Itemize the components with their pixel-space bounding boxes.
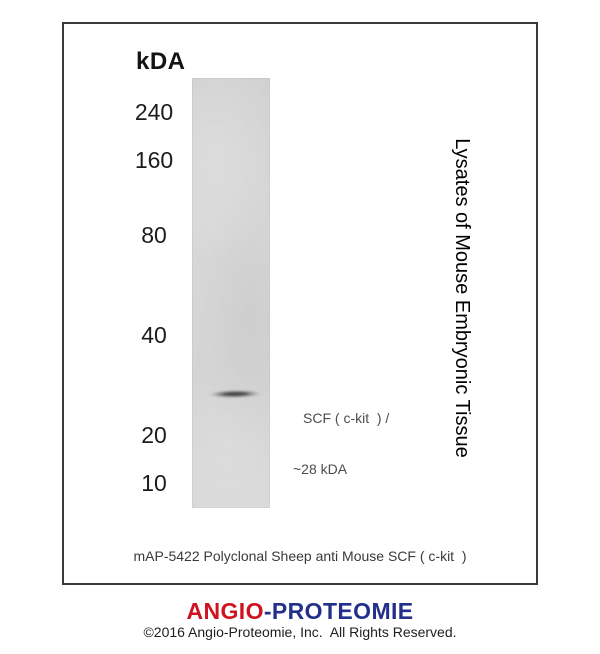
footer	[0, 598, 600, 641]
band-annotation-line2: ~28 kDA	[293, 461, 348, 477]
blot-figure-frame	[62, 22, 538, 585]
ladder-marker-20: 20	[141, 422, 167, 448]
ladder-marker-80: 80	[141, 222, 167, 248]
unit-label: kDA	[136, 48, 186, 75]
protein-band	[207, 390, 263, 399]
sample-label-vertical: Lysates of Mouse Embryonic Tissue	[451, 138, 473, 458]
figure-caption: mAP-5422 Polyclonal Sheep anti Mouse SCF ( c-kit )	[133, 548, 467, 564]
brand-text-proteomie: -PROTEOMIE	[263, 598, 414, 624]
ladder-marker-10: 10	[141, 470, 167, 496]
ladder-marker-240: 240	[134, 99, 174, 125]
gel-lane	[192, 78, 270, 508]
band-annotation-line1: SCF ( c-kit ) /	[303, 410, 390, 426]
brand-text-angio: ANGIO	[186, 598, 264, 624]
brand-logo-text	[0, 598, 600, 624]
ladder-marker-40: 40	[141, 322, 167, 348]
band-annotation	[293, 376, 389, 512]
copyright-line: ©2016 Angio-Proteomie, Inc. All Rights Reserved.	[143, 624, 457, 640]
ladder-marker-160: 160	[134, 147, 174, 173]
